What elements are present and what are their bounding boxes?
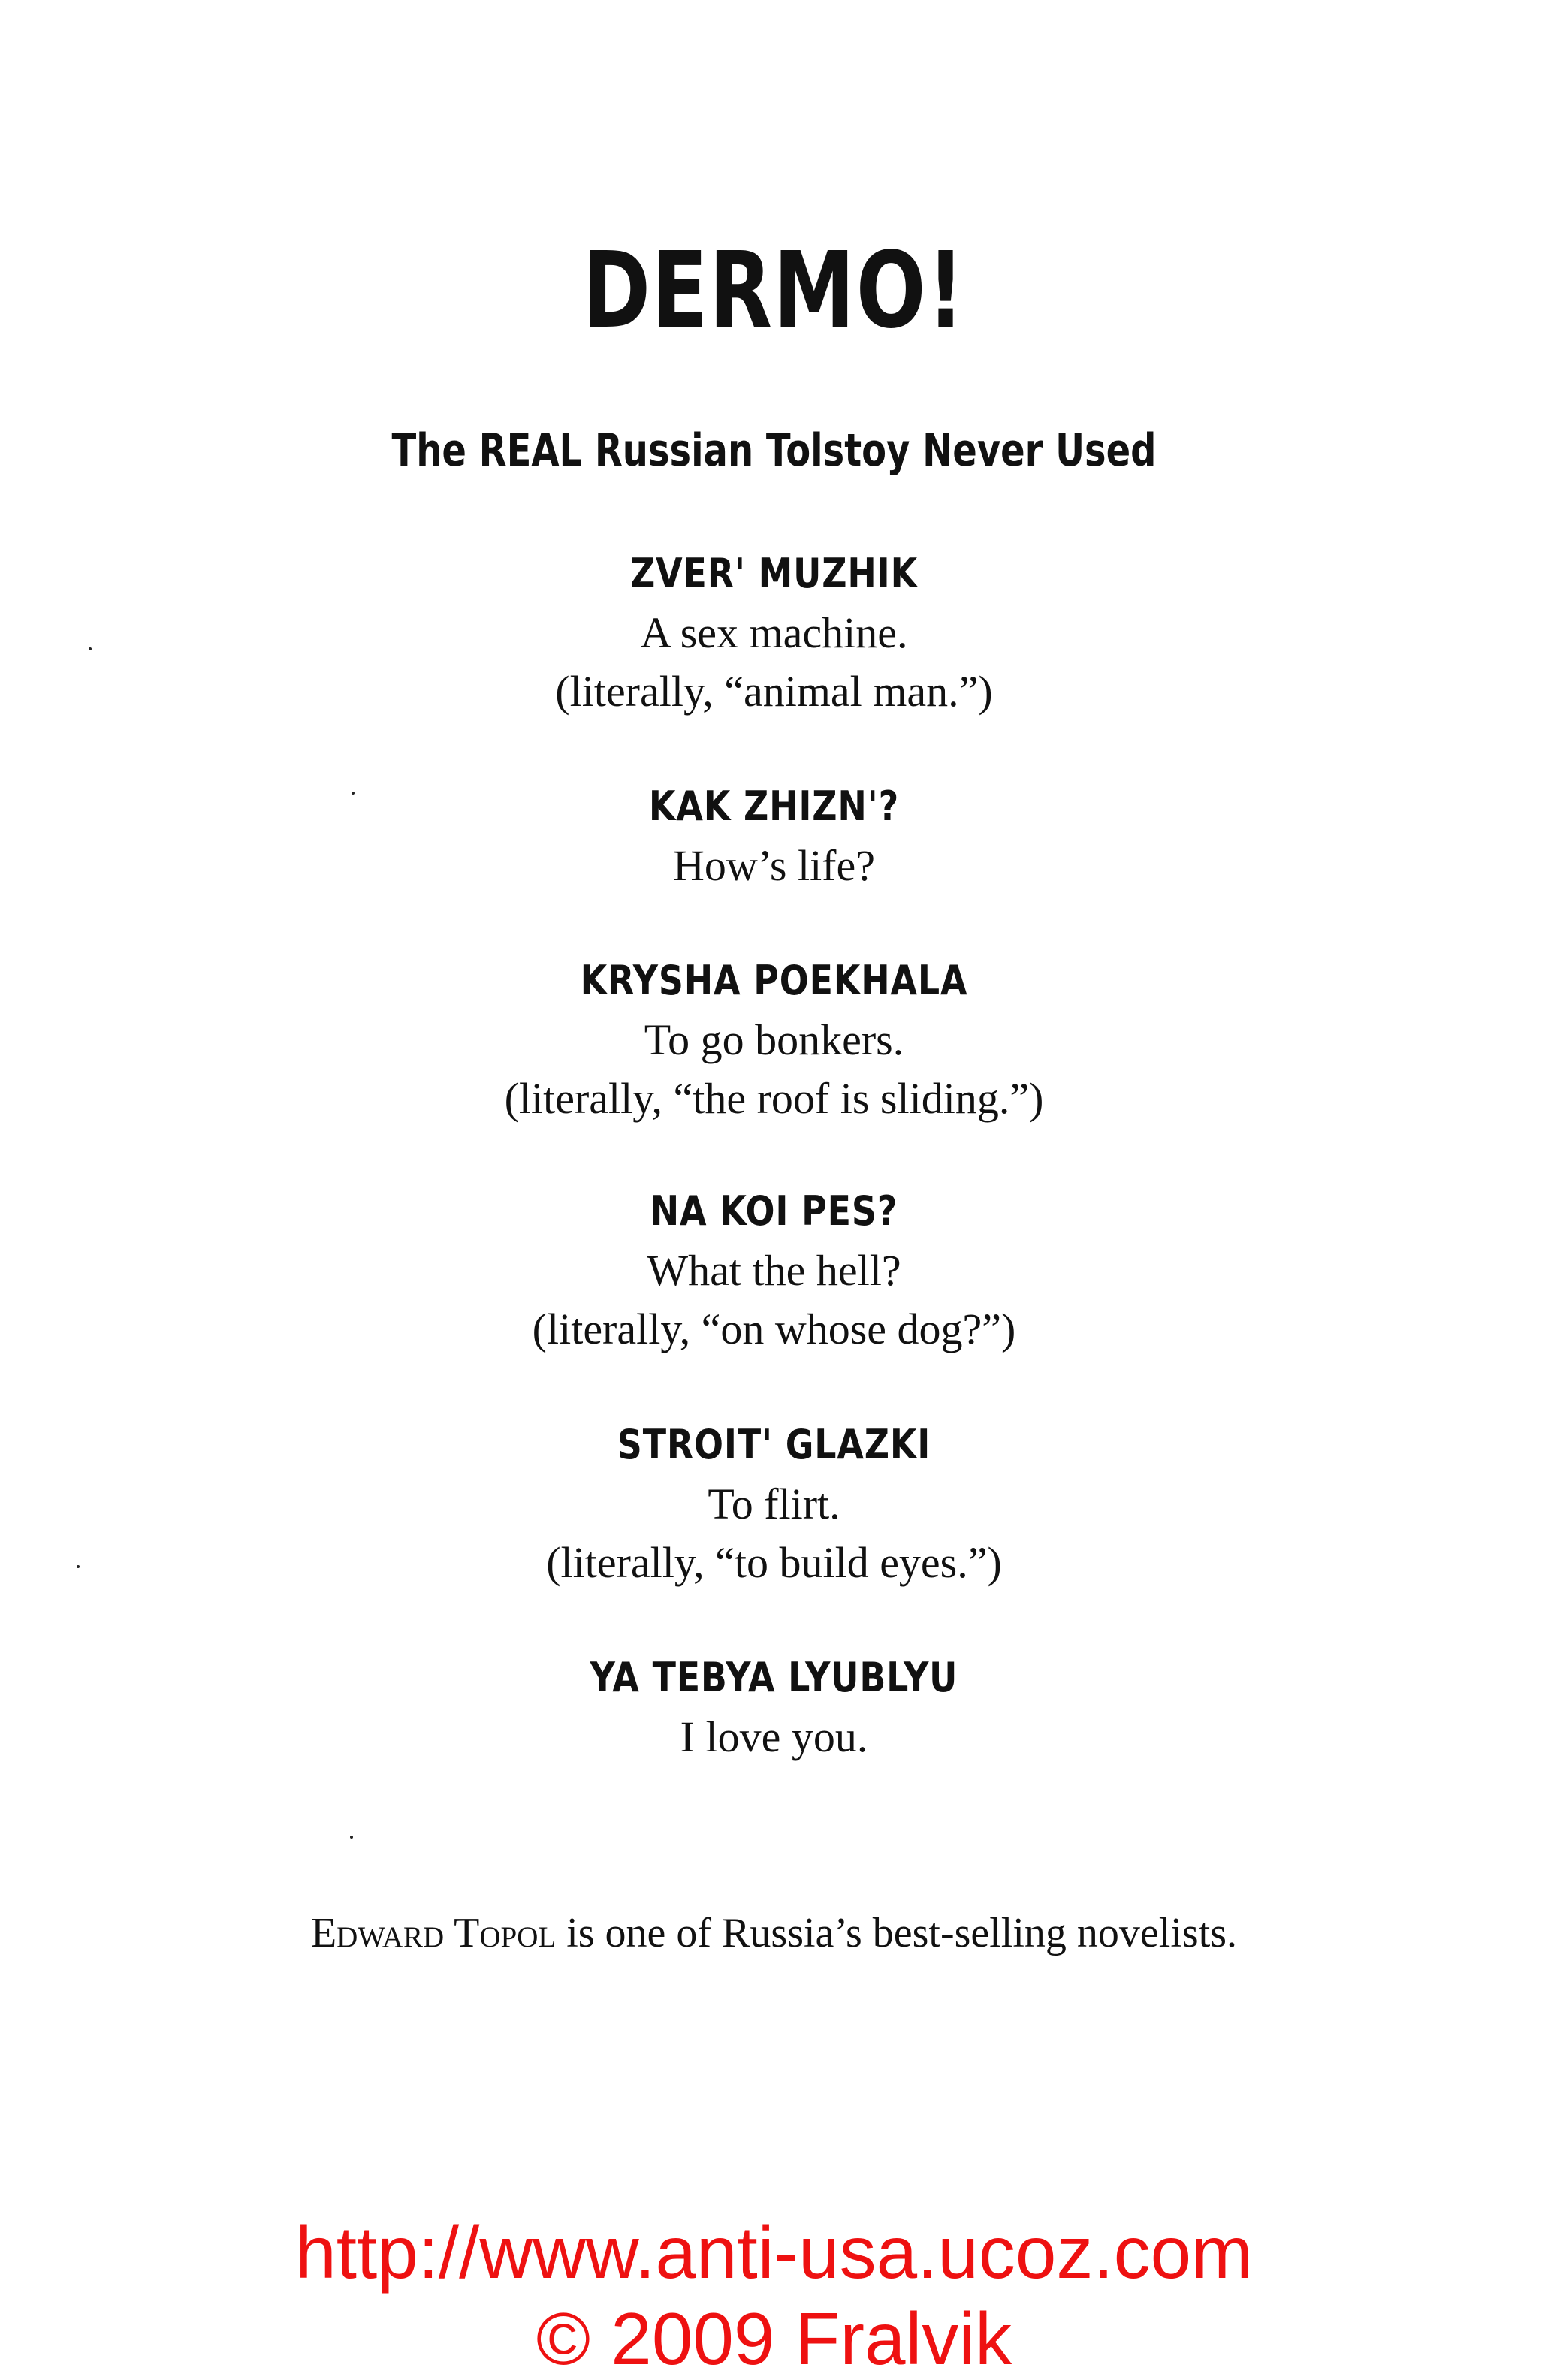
phrase-term: ZVER' MUZHIK xyxy=(629,550,919,597)
phrase-literal: (literally, “on whose dog?”) xyxy=(532,1305,1016,1353)
scan-speck xyxy=(352,792,355,795)
scan-speck xyxy=(350,1836,353,1839)
page-subtitle: The REAL Russian Tolstoy Never Used xyxy=(391,424,1157,477)
phrase-definition: To flirt. xyxy=(708,1480,840,1528)
phrase-definition: What the hell? xyxy=(647,1246,901,1295)
author-name: Edward Topol xyxy=(310,1910,557,1956)
author-bio-text: is one of Russia’s best-selling novelists. xyxy=(556,1910,1238,1956)
phrase-term: YA TEBYA LYUBLYU xyxy=(590,1654,958,1701)
phrase-definition: I love you. xyxy=(680,1712,868,1761)
phrase-literal: (literally, “to build eyes.”) xyxy=(546,1538,1002,1587)
phrase-term: KRYSHA POEKHALA xyxy=(580,957,968,1004)
phrase-definition: A sex machine. xyxy=(640,608,908,657)
phrase-definition: How’s life? xyxy=(673,841,875,890)
phrase-entry-2 xyxy=(0,777,1548,895)
scan-speck xyxy=(77,1565,80,1568)
phrase-definition: To go bonkers. xyxy=(644,1015,904,1064)
author-bio xyxy=(0,1903,1548,1963)
phrase-term: STROIT' GLAZKI xyxy=(617,1421,931,1468)
phrase-entry-3 xyxy=(0,951,1548,1128)
phrase-term: NA KOI PES? xyxy=(650,1187,898,1235)
phrase-literal: (literally, “the roof is sliding.”) xyxy=(504,1074,1044,1123)
footer-url: http://www.anti-usa.ucoz.com xyxy=(295,2211,1253,2294)
phrase-entry-6 xyxy=(0,1648,1548,1766)
scan-speck xyxy=(89,647,92,650)
phrase-term: KAK ZHIZN'? xyxy=(648,783,900,830)
page-title: DERMO! xyxy=(582,230,966,352)
phrase-literal: (literally, “animal man.”) xyxy=(555,667,993,716)
phrase-entry-1 xyxy=(0,544,1548,721)
phrase-entry-5 xyxy=(0,1415,1548,1592)
phrase-entry-4 xyxy=(0,1181,1548,1359)
footer-copyright: © 2009 Fralvik xyxy=(536,2297,1012,2380)
